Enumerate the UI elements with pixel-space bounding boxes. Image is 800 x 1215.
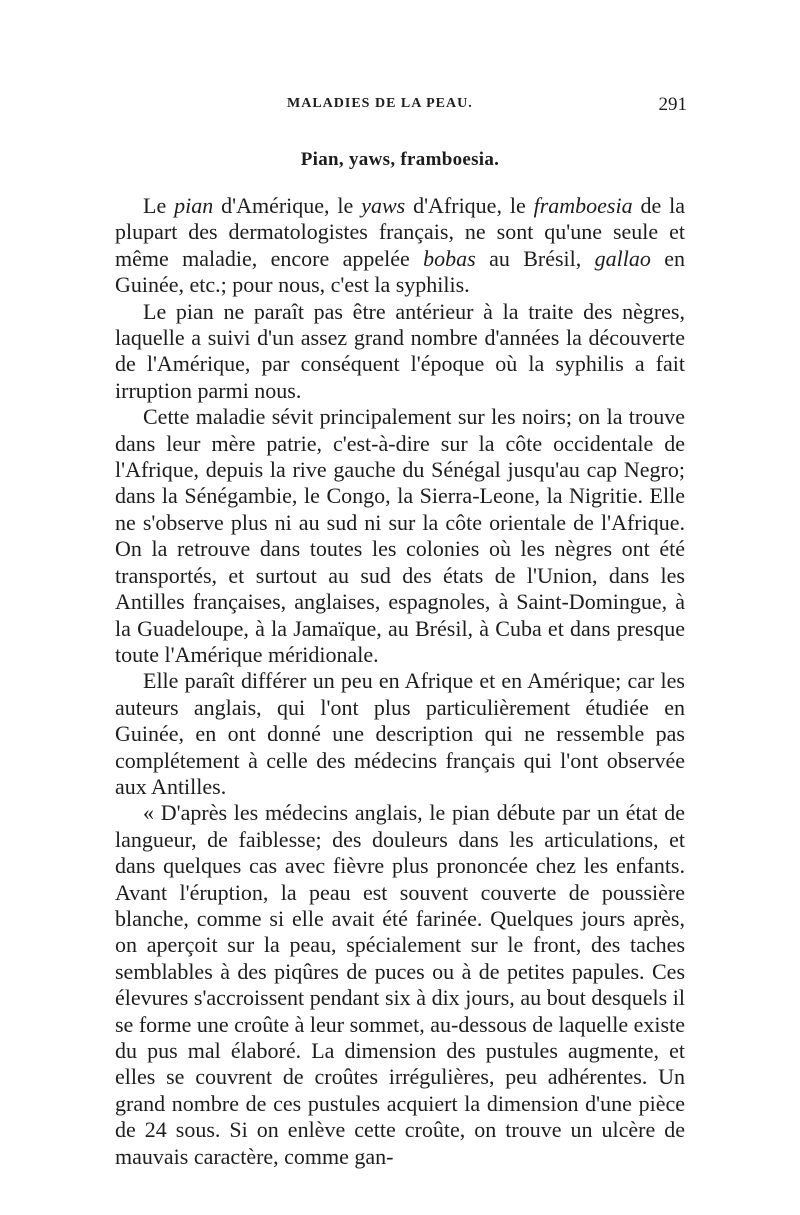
text-run: d'Amérique, le [213,193,362,218]
text-run: Cette maladie sévit principalement sur les noirs; on la trouve dans leur mère patrie, c'est-à-dire sur la côte occidentale de l'Afrique, depuis la rive gauche du Sénégal jusqu'au cap Negro; dans la Sénégambie, le Congo, la Sierra-Leone, la Nigritie. Elle ne s'observe plus ni au sud ni sur la côte orientale de l'Afrique. On la retrouve dans toutes les colonies où les nègres ont été transportés, et surtout au sud des états de l'Union, dans les Antilles françaises, anglaises, espagnoles, à Saint-Domingue, à la Guadeloupe, à la Jamaïque, au Brésil, à Cuba et dans presque toute l'Amérique méridionale. [115,404,685,667]
italic-term: bobas [423,245,476,271]
text-run: au Brésil, [475,245,595,271]
paragraph [115,299,685,405]
section-title: Pian, yaws, framboesia. [300,149,500,170]
text-run: Le pian ne paraît pas être antérieur à la traite des nègres, laquelle a suivi d'un assez grand nombre d'années la découverte de l'Amérique, par conséquent l'époque où la syphilis a fait irruption parmi nous. [115,298,685,403]
text-run: d'Afrique, le [405,193,534,218]
book-page [115,96,685,1170]
text-run: en Guinée, etc.; pour nous, c'est la syphilis. [115,245,685,298]
italic-term: gallao [594,245,651,271]
body-text [115,193,685,1170]
page-number: 291 [658,94,687,115]
paragraph [115,193,685,299]
paragraph [115,668,685,800]
running-title: MALADIES DE LA PEAU. [287,96,473,111]
italic-term: framboesia [533,193,633,218]
text-run: de la plupart des dermatologistes français, ne sont qu'une seule et même maladie, encore appelée [115,193,685,271]
italic-term: yaws [361,193,406,218]
paragraph [115,404,685,668]
text-run: « D'après les médecins anglais, le pian débute par un état de langueur, de faiblesse; des douleurs dans les articulations, et dans quelques cas avec fièvre plus prononcée chez les enfants. Avant l'éruption, la peau est souvent couverte de poussière blanche, comme si elle avait été farinée. Quelques jours après, on aperçoit sur la peau, spécialement sur le front, des taches semblables à des piqûres de puces ou à de petites papules. Ces élevures s'accroissent pendant six à dix jours, au bout desquels il se forme une croûte à leur sommet, au-dessous de laquelle existe du pus mal élaboré. La dimension des pustules augmente, et elles se couvrent de croûtes irrégulières, peu adhérentes. Un grand nombre de ces pustules acquiert la dimension d'une pièce de 24 sous. Si on enlève cette croûte, on trouve un ulcère de mauvais caractère, comme gan- [115,800,685,1169]
italic-term: pian [174,193,214,218]
paragraph [115,800,685,1170]
text-run: Le [143,193,175,218]
running-head [115,96,685,120]
text-run: Elle paraît différer un peu en Afrique et en Amérique; car les auteurs anglais, qui l'ont plus particulièrement étudiée en Guinée, en ont donné une description qui ne ressemble pas complétement à celle des médecins français qui l'ont observée aux Antilles. [115,668,685,799]
